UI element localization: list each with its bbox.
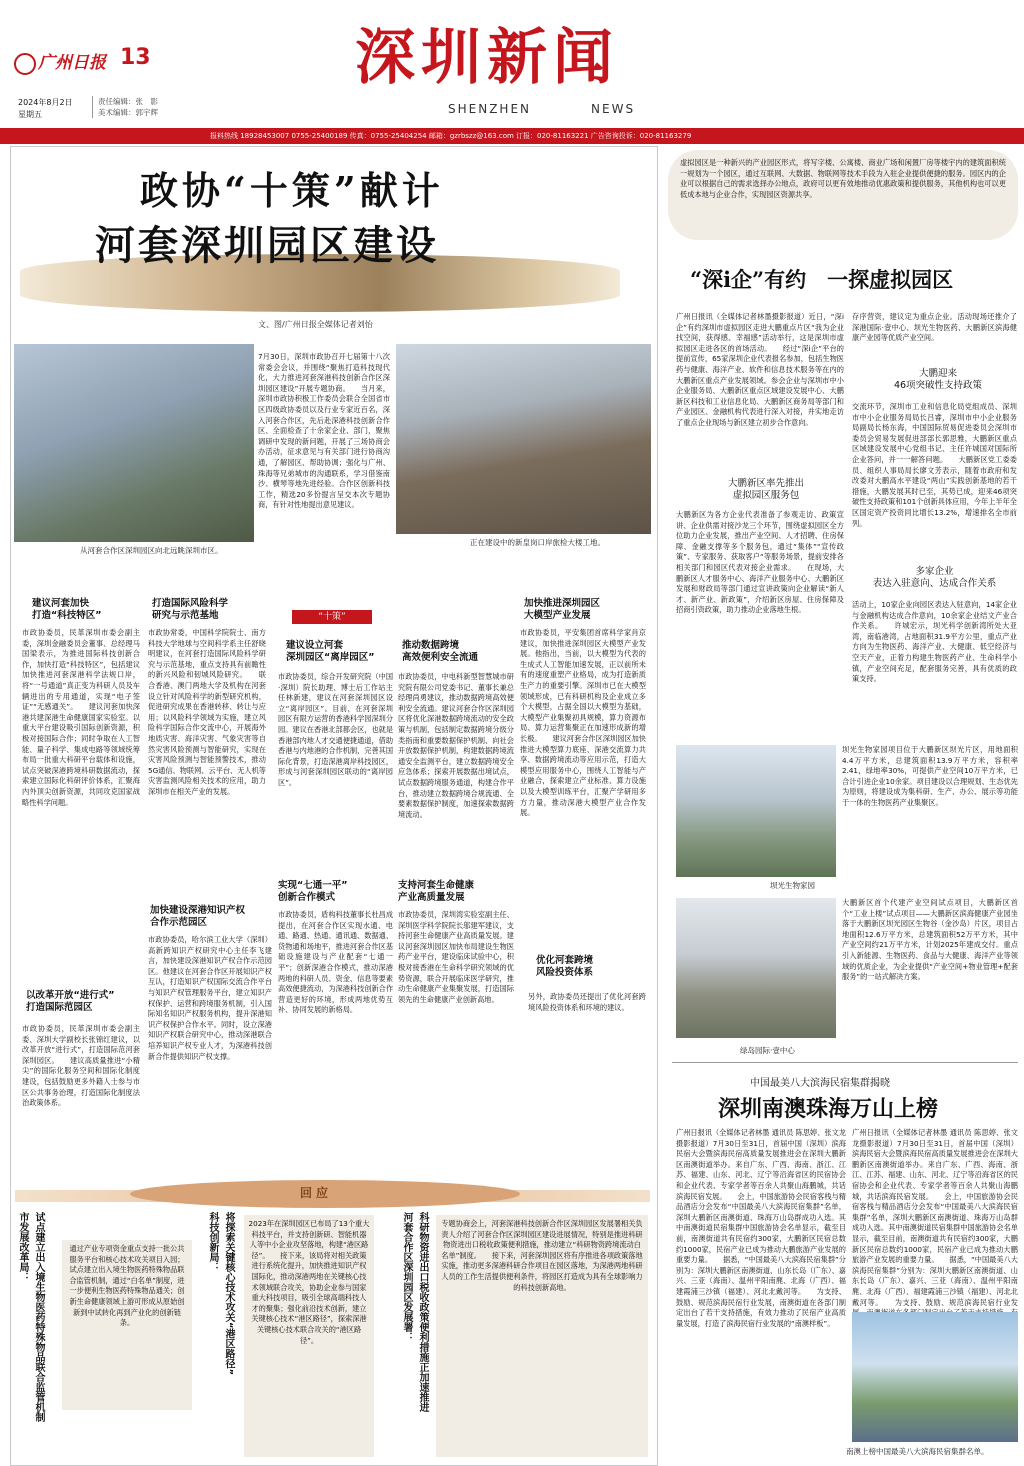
virtual-park-sub1: 大鹏新区率先推出 虚拟园区服务包 [727, 478, 804, 501]
response1-dept: 市发展改革局： [17, 1212, 28, 1282]
art-editor-text: 美术编辑：郭宇辉 [98, 108, 158, 117]
response1-subheading: 试点建立出入境生物医药特殊物品联合监管机制 [33, 1212, 44, 1422]
city-skyline-photo [14, 344, 254, 542]
logo-text: 广州日报 [38, 53, 106, 73]
virtual-park-sub3: 多家企业 表达入驻意向、达成合作关系 [872, 566, 997, 589]
col5-body: 市政协委员，平安集团首席科学家肖京建议，加快推进深圳园区大模型产业发展。他指出，当前，以大模型为代表的生成式人工智能加速发展，正以前所未有的速度重塑产业格局，成为打造新质生产力的重要引擎。深圳市已在大模型领域形成，已有科研机构及企业成立多个大模型，占据全国以大模型为基础，大模型产业集聚初具规模，算力资源布局、算力运营集聚正在加速形成新的增长极。 建议河套合作区深圳园区加快推进大模型算力底座、深港交流算力共享、数据跨境流动等应用示范，打造大模型应用服务中心，围绕人工智能与产业融合，探索建立产业标准、算力设施以及大模型训练平台，汇聚产学研用多方力量，推动深港大模型产业合作发展。 [520, 628, 646, 818]
editor-credits [92, 96, 158, 118]
bnb-headline: 深圳南澳珠海万山上榜 [718, 1096, 939, 1122]
response3-subheading: 科研物资进出口税收政策便利措施正加速推进 [417, 1212, 428, 1412]
nanao-photo-caption: 南澳上榜中国最美八大滨海民宿集群名单。 [846, 1447, 989, 1456]
col3-title: 建议设立河套 深圳园区“离岸园区” [286, 640, 375, 663]
green-island-text: 大鹏新区首个代建产业空间试点项目，大鹏新区首个“工业上楼”试点项目——大鹏新区滨海健康产业园坐落于大鹏新区坝光园区生物谷（金沙岛）片区，项目占地面积12.6万平方米，总建筑面积52万平方米，其中产业空间约21万平方米，计划2025年建成交付。重点引入新能源、生物医药、食品与大健康、海洋产业等领域的优质企业，为企业提供“产业空间+物业管理+配套服务”的一站式解决方案。 [842, 898, 1018, 982]
green-island-caption: 绿岛园际·壹中心 [740, 1046, 795, 1055]
virtual-park-body3: 活动上，10家企业向园区表达入驻意向，14家企业与金融机构达成合作意向，10余家企业结文产业合作关系。 许城宏示，坝光科学创新湾所处大亚湾，南临港湾，占地面积31.9平方公里，重点产业方向为生物医药、海洋产业、大健康、低空经济与空天产业，正着力构建生物医药产业、生命科学小镇，产业空间充足，配套服务完善，具有优质的政策支持。 [852, 600, 1017, 684]
col4-body: 市政协委员，中电科新型智慧城市研究院有限公司党委书记、董事长兼总经理尚勇建议，推动数据跨境高效便利安全流通。建议河套合作区深圳园区将优化深港数据跨境流动的安全政策与机制，包括制定数据跨境分级分类指南和重要数据保护机制、向社会开放数据保护机制，构建数据跨境流通安全监测平台，建立数据跨境安全应急体系；探索开展数据出境试点，试点数据跨境服务通道，构建合作平台，推动建立数据跨境合规流通、全要素数据保护制度，加速探索数据跨境流动。 [398, 672, 514, 819]
lead-paragraph: 7月30日，深圳市政协召开七届第十八次常委会会议，并围绕“聚焦打造科技现代化，大力推进河套深港科技创新合作区深圳园区建设”开展专题协商。 当月来，深圳市政协积极工作委员会联合全国省市区四级政协委员以及行业专家近百名，深入河套合作区，先后赴深港科技创新合作区、全面检查了十余家企业、部门，聚焦调研中发现的新问题，开展了三场协商会办活动，征求意见与有关部门进行协商沟通，了解园区、帮助协调；强化与广州、珠海等兄弟城市的沟通联系，学习借鉴南沙、横琴等地先进经验。合作区创新科技工作，精选20多份提言呈交本次专题协商，有针对性地提出意见建议。 [258, 352, 390, 510]
page-number: 13 [120, 45, 151, 70]
virtual-park-headline: “深i企”有约 一探虚拟园区 [690, 267, 954, 292]
headline-line-2: 河套深圳园区建设 [95, 222, 439, 269]
bnb-body-col2: 广州日报讯（全媒体记者林墨 通讯员 陈思婷、张文龙摄影报道）7月30日至31日，首届中国（深圳）滨海民宿大会暨滨海民宿高质量发展推进会在深圳大鹏新区南澳街道举办。来自广东、广西、海南、浙江、江苏、福建、山东、河北、辽宁等沿海省区的民宿协会和企业代表、专家学者等百余人共聚山海鹏城，共话滨海民宿发展。 会上，中国旅游协会民宿客栈与精品酒店分会发布“中国最美八大滨海民宿集群”名单，深圳大鹏新区南澳街道、珠海万山岛群成功入选。其中南澳街道民宿集群中国旅游协会名单显示，截至目前，南澳街道共有民宿约300家，大鹏新区民宿总数约1000家，民宿产业已成为推动大鹏旅游产业发展的重要力量。 据悉，“中国最美八大滨海民宿集群”分别为：深圳大鹏新区南澳街道、山东长岛（广东）、嘉兴、三亚（海南）、温州平阳南麂、北海（广西）、福建霞浦三沙镇（福建）、河北北戴河等。 为支持、鼓励、规范滨海民宿行业发 [852, 1128, 1018, 1307]
response2-subheading: 将探索关键核心技术攻关“港区路径” [223, 1212, 234, 1376]
hotline-bar: 报料热线 18928453007 0755-25400189 传真：0755-25404254 邮箱：gzrbszz@163.com 订报：020-81163221 广告咨询投诉：020-81163279 [0, 128, 1024, 144]
divider-line [672, 1062, 1018, 1063]
newspaper-logo [14, 48, 106, 75]
col10-body: 另外，政协委员还提出了优化河套跨境风险投资体系和环境的建议。 [528, 992, 646, 1012]
col3-body: 市政协委员，综合开发研究院（中国·深圳）院长助理、博士后工作站主任林新建，建议在河套深圳园区设立“离岸园区”。目前，在河套深圳园区有限方运营的香港科学园深圳分园。建议在香港北部都会区，也就是香港部内地人才交通便捷通道，借助香港与内地港的合作机制，完善其国际化背景，打造深港离岸科技园区，形成与河套深圳园区联动的“离岸园区”。 [278, 672, 394, 787]
green-island-photo [676, 898, 836, 1038]
col8-title: 支持河套生命健康 产业高质量发展 [398, 880, 475, 903]
virtual-park-sub2: 大鹏迎来 46项突破性支持政策 [893, 368, 983, 391]
response2-heading: 科技创新局： [207, 1212, 218, 1272]
photo1-caption: 从河套合作区深圳园区向北远眺深圳市区。 [80, 546, 223, 555]
response1-heading [16, 1212, 28, 1442]
date-text: 2024年8月2日 [18, 98, 73, 107]
col1-title: 建议河套加快 打造“科技特区” [32, 598, 102, 621]
virtual-park-intro: 虚拟园区是一种新兴的产业园区形式，将写字楼、公寓楼、商业广场和闲置厂房等楼宇内的建筑面积统一规划为一个园区，通过互联网、大数据、物联网等技术手段为入驻企业提供便捷的服务。园区内的企业可以根据自己的需求选择办公地点，政府可以更有效地推动优惠政策和提供服务，其他机构也可以更低成本地与企业合作，实现园区资源共享。 [668, 150, 1018, 240]
section-en-1: SHENZHEN [448, 102, 532, 116]
bnb-body-col1: 广州日报讯（全媒体记者林墨 通讯员 陈思婷、张文龙摄影报道）7月30日至31日，首届中国（深圳）滨海民宿大会暨滨海民宿高质量发展推进会在深圳大鹏新区南澳街道举办。来自广东、广西、海南、浙江、江苏、福建、山东、河北、辽宁等沿海省区的民宿协会和企业代表、专家学者等百余人共聚山海鹏城，共话滨海民宿发展。 会上，中国旅游协会民宿客栈与精品酒店分会发布“中国最美八大滨海民宿集群”名单，深圳大鹏新区南澳街道、珠海万山岛群成功入选。其中南澳街道民宿集群中国旅游协会名单显示，截至目前，南澳街道共有民宿约300家，大鹏新区民宿总数约1000家，民宿产业已成为推动大鹏旅游产业发展的重要力量。 据悉，“中国最美八大滨海民宿集群”分别为：深圳大鹏新区南澳街道、山东长岛（广东）、嘉兴、三亚（海南）、温州平阳南麂、北海（广西）、福建霞浦三沙镇（福建）、河北北戴河等。 为支持、鼓励、规范滨海民宿行业发展，南澳街道在各部门制定出台了若干支持措施，有效力推动了民宿产业高质量发展，打造了滨海民宿行业发展的“南澳样板”。 [676, 1128, 846, 1328]
editor-text: 责任编辑：张 影 [98, 97, 158, 106]
section-subtitle-en [448, 102, 635, 116]
bioscience-park-caption: 坝光生物家园 [770, 881, 815, 890]
bioscience-park-photo [676, 745, 836, 877]
virtual-park-lead: 广州日报讯（全媒体记者林墨摄影报道）近日，“深i企”有约深圳市虚拟园区走进大鹏重点片区“我为企业找空间，获得感、幸福感”活动举行，这是深圳市虚拟园区走进各区的首场活动。 经过“深i企”平台的提前宣传，65家深圳企业代表报名参加，包括生物医药与健康、海洋产业、软件和信息技术服务等在内的大鹏新区重点产业发展领域。参会企业与深圳市中小企业服务局、大鹏新区重点区域建设发展中心、大鹏新区科技和工业信息化局、大鹏新区商务局等部门和产业园区、金融机构代表进行深入对接，并实地走访了重点企业现场与新区建立初步合作意向。 [676, 312, 844, 427]
ten-policies-label: “十策” [292, 610, 372, 624]
weekday-text: 星期五 [18, 110, 42, 119]
col4-title: 推动数据跨境 高效便利安全流通 [402, 640, 479, 663]
byline: 文、图/广州日报全媒体记者刘怡 [258, 320, 373, 329]
virtual-park-lead-cont: 存序营资，建议定为重点企业。活动现场还推介了深港国际·壹中心、坝光生物医药、大鹏新区滨海健康产业园等优质产业空间。 [852, 312, 1017, 343]
bnb-kicker: 中国最美八大滨海民宿集群揭晓 [750, 1078, 890, 1089]
col7-body: 市政协委员，盾构科技董事长杜昌成提出，在河套合作区实现水通、电通、路通、热通、通讯通、数据通、货物通和场地平，推进河套合作区基础设施建设与产业配套“七通一平”；创新深港合作模式，推动深港两地的科研人员、资金、信息等要素高效便捷流动，为深港科技创新合作营造更好的环境，形成两地优势互补、协同发展的新格局。 [278, 910, 394, 1015]
response2-body: 2023年在深圳园区已布局了13个重大科技平台，并支持创新研、智能机器人等中小企业攻坚落地，构建“港区路径”。 接下来，该局将对相关政策进行系统化提升，加快推进知识产权国际化，推动深港两地在关键核心技术领域联合攻关，协助企业参与国家重大科技项目，吸引全球高端科技人才的聚集；强化前沿技术创新，建立关键核心技术“港区路径”，探索深港关键核心技术联合攻关的“港区路径”。 [244, 1215, 374, 1457]
col2-title: 打造国际风险科学 研究与示范基地 [152, 598, 229, 621]
headline-line-1: 政协“十策”献计 [140, 168, 444, 213]
response-title: 回应 [300, 1186, 333, 1200]
col6-title: 加快建设深港知识产权 合作示范园区 [150, 905, 246, 928]
response3-heading: 河套合作区深圳园区发展署： [401, 1212, 412, 1342]
logo-emblem-icon [14, 53, 36, 75]
construction-site-photo [396, 344, 651, 534]
col9-body: 市政协委员，民革深圳市委会副主委、深圳大学副校长张锦红建议，以改革开放“进行式”，打造国际范河套深圳园区。 建议高质量推进“小精尖”的国际化服务空间和国际化制度建设，包括鼓励更多外籍人士参与市区公共事务治理，打造国际化制度法治政策体系。 [22, 1024, 140, 1108]
response1-body: 通过产业专项资金重点支持一批公共服务平台和核心技术攻关项目入园；试点建立出入境生物医药特殊物品联合监管机制，通过“白名单”制度，进一步便利生物医药特殊物品通关；创新生命健康领域上游可形成从原始创新到中试转化再到产业化的创新链条。 [62, 1240, 192, 1410]
photo2-caption: 正在建设中的新皇岗口岸旅检大楼工地。 [470, 538, 605, 547]
col2-body: 市政协常委，中国科学院院士、南方科技大学地球与空间科学系主任舒晓明建议，在河套打造国际风险科学研究与示范基地，重点支持具有前瞻性的新兴风险和韧城风险研究。 联合香港、澳门两地大学及机构在河套设立针对风险科学的新型研究机构，促进研究成果在香港转移、转让与应用；以风险科学领域为实施，建立风险科学国际合作交流中心，开展海外地质灾害、海洋灾害、气象灾害等自然灾害风险预测与智能研究，实现在灾害风险预测与智能预警技术，推动5G通信、物联网、云平台、无人机等灾害监测风险相关技术的应用，助力深圳市在相关产业的发展。 [148, 628, 266, 796]
col9-title: 以改革开放“进行式” 打造国际范园区 [26, 990, 115, 1013]
col7-title: 实现“七通一平” 创新合作模式 [278, 880, 348, 903]
nanao-coast-photo [852, 1312, 1018, 1442]
virtual-park-body1: 大鹏新区为各方企业代表准备了参观走访、政策宣讲、企业供需对接沙龙三个环节，围绕虚拟园区全方位助力企业发展，推出产业空间、人才招聘、住房保障、金融支撑等多个服务包，通过“集体”“宣传政策”、专家服务、获取客户“等服务场景，提前安排各相关部门和园区代表对接企业需求。 在现场，大鹏新区人才服务中心、海洋产业服务中心、大鹏新区发展和财政局等部门通过宣讲政策向企业解读“新人才、新产业、新政策”，介绍新区房屋、住房保障及招商引资政策，助力推动企业落地生根。 [676, 510, 844, 615]
section-en-2: NEWS [591, 102, 636, 116]
bioscience-park-text: 坝光生物家园项目位于大鹏新区坝光片区，用地面积4.4万平方米，总建筑面积13.9万平方米，容积率2.41，绿地率30%，可提供产业空间10万平方米，已合计引进企业10余家。项目建设以合理规划、生态优先为原则，将建设成为集科研、生产、办公、展示等功能于一体的生物医药产业集聚区。 [842, 745, 1018, 807]
col10-title: 优化河套跨境 风险投资体系 [536, 955, 594, 978]
col1-body: 市政协委员，民革深圳市委会副主委，深圳金融委员会董事、总经理马国梁表示，为推进国际科技创新合作，加快打造“科技特区”，包括建议加快推进河套深港科学法规口岸，将“一号通道”真正变为科研人员及车辆进出的专用通道，实现“电子签证”“无感通关”。 建议河套加快深港共建深港生命健康国家实验室。以重大平台建设吸引国际创新资源，积极对接国际合作；同时争取在人工智能、量子科学、集成电路等领域统筹布局一批重大科研平台载体和设施，试点突破深港跨境科研数据流动，探索建立国际化科研评价体系，汇聚海内外顶尖创新资源，共同攻克国家战略性科学问题。 [22, 628, 140, 807]
col8-body: 市政协委员，深圳湾实验室副主任、深圳医学科学院院长邬建军建议，支持河套生命健康产业高质量发展。建议河套深圳园区加快布局建设生物医药产业平台，建设临床试验中心，积极对接香港在生命科学研究领域的优势资源，联合开展临床医学研究，推动生命健康产业集聚发展，打造国际领先的生命健康产业创新高地。 [398, 910, 514, 1004]
response3-body: 专题协商会上，河套深港科技创新合作区深圳园区发展署相关负责人介绍了河套合作区深圳园区建设进展情况，特别是推进科研物资进出口税收政策便利措施，推动建立“科研物资跨境流动白名单”制度。 接下来，河套深圳园区将有序推进各项政策落地实施，推动更多深港科研合作项目在园区落地，为深港两地科研人员的工作生活提供便利条件，将园区打造成为具有全球影响力的科技创新高地。 [436, 1215, 648, 1457]
col5-title: 加快推进深圳园区 大模型产业发展 [524, 598, 601, 621]
issue-date [18, 97, 73, 121]
virtual-park-body2: 交流环节，深圳市工业和信息化局党组成员、深圳市中小企业服务局局长吕睿，深圳市中小企业服务局副局长杨东海，中国国际贸易促进委员会深圳市委员会贸易发展促进部部长郭思雅，大鹏新区重点区域建设发展中心党组书记、主任许城国对国际所企业答问，并一一解答问题。 大鹏新区党工委委员、组织人事局局长廖文芳表示，随着市政府和发改委对大鹏高水平建设“两山”实践创新基地的若干措施，大鹏发展其时已至，其势已成，迎来46项突破性支持政策和101个创新具体应用，今年上半年全区国定资产投资同比增长13.2%，增速排名全市前列。 [852, 402, 1017, 528]
col6-body: 市政协委员，哈尔滨工业大学（深圳）高新跨知识产权研究中心主任李飞建言，加快建设深港知识产权合作示范园区。他建议在河套合作区开展知识产权互认，打造知识产权国际交流合作平台与知识产权管理服务平台，建立知识产权保护、运营和跨境服务机制，引入国际知名知识产权服务机构，提升深港知识产权保护合作水平。同时，设立深港知识产权联合研究中心，推动深港联合培养知识产权专业人才，为深港科技创新合作提供知识产权支撑。 [148, 935, 272, 1061]
section-title: 深圳新闻 [355, 23, 619, 93]
